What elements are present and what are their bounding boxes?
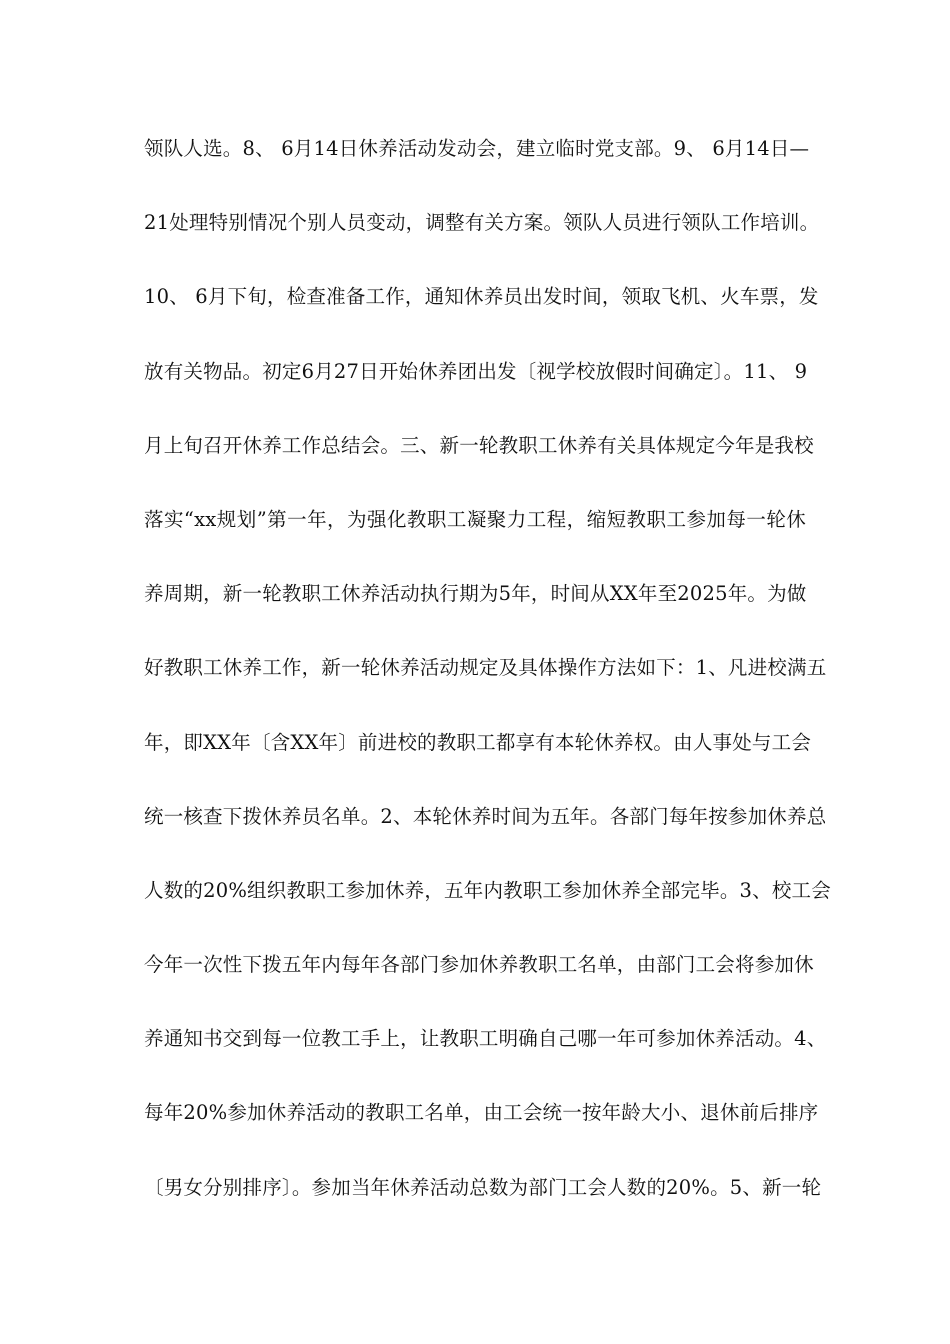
text-line: 每年20%参加休养活动的教职工名单，由工会统一按年龄大小、退休前后排序 <box>144 1101 819 1125</box>
text-line: 月上旬召开休养工作总结会。三、新一轮教职工休养有关具体规定今年是我校 <box>144 433 814 457</box>
text-line: 〔男女分别排序〕。参加当年休养活动总数为部门工会人数的20%。5、新一轮 <box>144 1175 822 1199</box>
text-line: 今年一次性下拨五年内每年各部门参加休养教职工名单，由部门工会将参加休 <box>144 953 814 977</box>
text-line: 养通知书交到每一位教工手上，让教职工明确自己哪一年可参加休养活动。4、 <box>144 1027 827 1051</box>
text-line: 统一核查下拨休养员名单。2、本轮休养时间为五年。各部门每年按参加休养总 <box>144 804 827 828</box>
body-text <box>144 131 831 1244</box>
text-line: 人数的20%组织教职工参加休养，五年内教职工参加休养全部完毕。3、校工会 <box>144 878 831 902</box>
text-line: 落实“xx规划”第一年，为强化教职工凝聚力工程，缩短教职工参加每一轮休 <box>144 507 806 531</box>
text-line: 领队人选。8、 6月14日休养活动发动会，建立临时党支部。9、 6月14日— <box>144 137 810 160</box>
text-line: 放有关物品。初定6月27日开始休养团出发〔视学校放假时间确定〕。11、 9 <box>144 359 808 383</box>
text-line: 21处理特别情况个别人员变动，调整有关方案。领队人员进行领队工作培训。 <box>144 211 820 235</box>
text-line: 年，即XX年〔含XX年〕前进校的教职工都享有本轮休养权。由人事处与工会 <box>144 730 812 754</box>
text-line: 养周期，新一轮教职工休养活动执行期为5年，时间从XX年至2025年。为做 <box>144 582 807 606</box>
text-line: 好教职工休养工作，新一轮休养活动规定及具体操作方法如下：1、凡进校满五 <box>144 656 827 680</box>
text-line: 10、 6月下旬，检查准备工作，通知休养员出发时间，领取飞机、火车票，发 <box>144 285 819 309</box>
